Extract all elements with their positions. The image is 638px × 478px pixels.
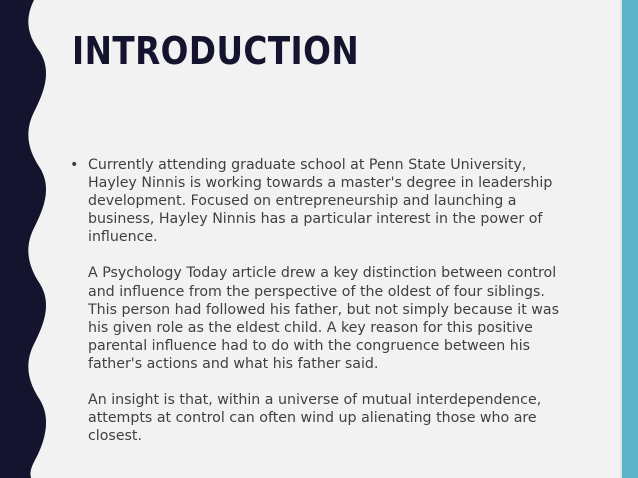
left-wave-decoration (0, 0, 60, 478)
bullet-icon: • (70, 157, 79, 173)
slide-body (70, 156, 590, 445)
bullet-item (70, 156, 590, 445)
right-accent-bar (622, 0, 638, 478)
wave-band-shape (0, 0, 46, 478)
bullet-paragraph-3: An insight is that, within a universe of mutual interdependence, attempts at control can often wind up alienating those who are closest. (88, 392, 542, 445)
bullet-paragraph-2: A Psychology Today article drew a key distinction between control and influence from the perspective of the oldest of four siblings. This person had followed his father, but not simply because it was his given role as the eldest child. A key reason for this positive parental influence had to do with the congruence between his father's actions and what his father said. (88, 265, 559, 372)
slide-title: INTRODUCTION (72, 29, 360, 73)
bullet-paragraph-1: Currently attending graduate school at Penn State University, Hayley Ninnis is working towards a master's degree in leadership development. Focused on entrepreneurship and launching a business, Hayley Ninnis has a particular interest in the power of influence. (88, 157, 553, 246)
